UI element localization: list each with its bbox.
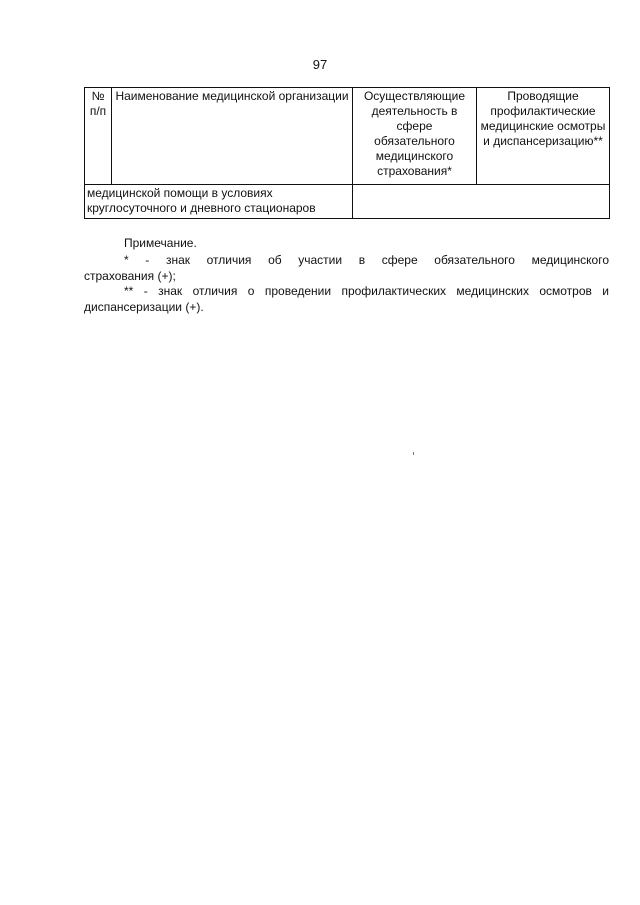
notes-title: Примечание. bbox=[124, 236, 197, 250]
header-checkups: Проводящие профилактические медицинские осмотры и диспансеризацию** bbox=[477, 88, 610, 185]
page-number: 97 bbox=[312, 57, 328, 72]
organizations-table bbox=[84, 87, 610, 219]
note-insurance bbox=[84, 253, 609, 284]
header-number: № п/п bbox=[85, 88, 112, 185]
header-insurance-activity: Осуществляющие деятельность в сфере обязательного медицинского страхования* bbox=[353, 88, 477, 185]
notes-section bbox=[84, 236, 609, 315]
row-organization-name: медицинской помощи в условиях круглосуточного и дневного стационаров bbox=[85, 185, 353, 219]
table-row bbox=[85, 185, 610, 219]
note-insurance-line2: страхования (+); bbox=[84, 268, 176, 283]
header-organization-name: Наименование медицинской организации bbox=[112, 88, 353, 185]
scan-artifact bbox=[413, 452, 414, 455]
note-insurance-line1: * - знак отличия об участии в сфере обязательного медицинского bbox=[124, 253, 609, 268]
table-header-row bbox=[85, 88, 610, 185]
row-empty-cell bbox=[353, 185, 610, 219]
note-checkups: ** - знак отличия о проведении профилактических медицинских осмотров и диспансеризации (+). bbox=[84, 284, 609, 314]
